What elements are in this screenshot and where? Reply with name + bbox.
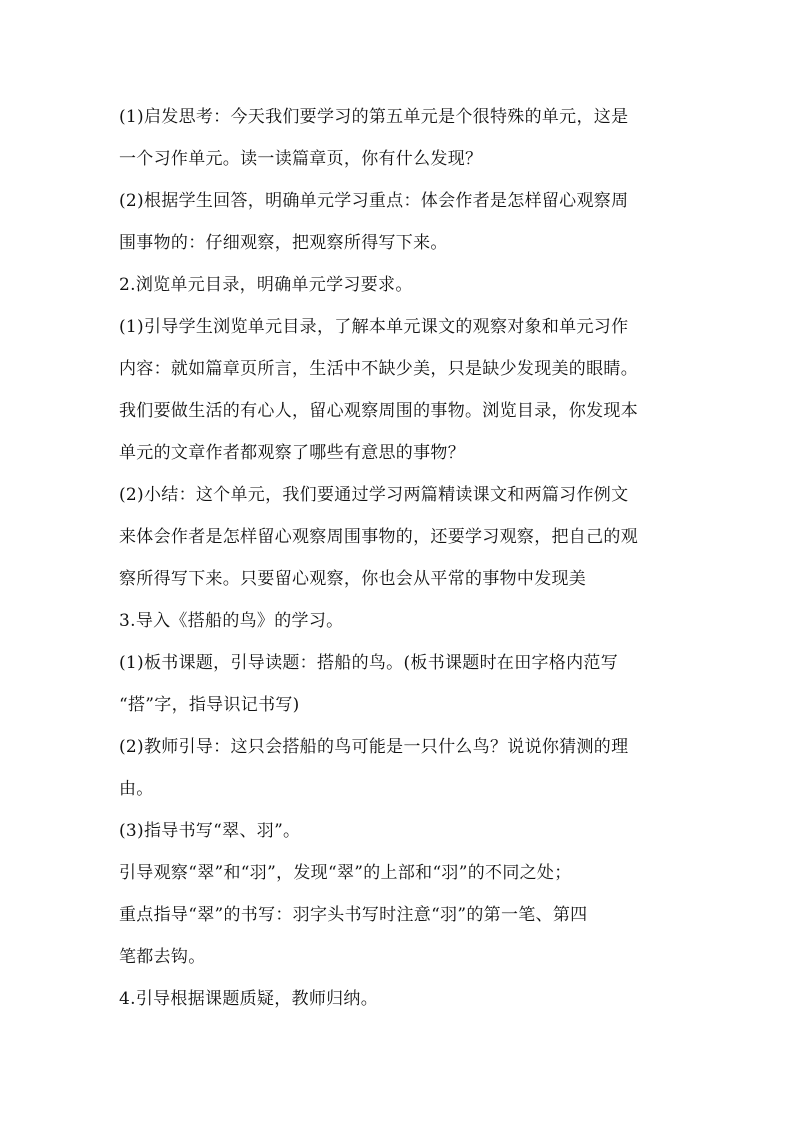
text-line: (2)根据学生回答，明确单元学习重点：体会作者是怎样留心观察周 (119, 191, 629, 211)
text-line: 来体会作者是怎样留心观察周围事物的，还要学习观察，把自己的观 (119, 527, 638, 547)
text-line: 重点指导“翠”的书写：羽字头书写时注意“羽”的第一笔、第四 (119, 905, 588, 925)
text-line: 笔都去钩。 (119, 947, 206, 967)
text-line: (3)指导书写“翠、羽”。 (119, 821, 301, 841)
text-line: 单元的文章作者都观察了哪些有意思的事物？ (119, 443, 465, 463)
text-line: 我们要做生活的有心人，留心观察周围的事物。浏览目录，你发现本 (119, 401, 638, 421)
text-line: (2)教师引导：这只会搭船的鸟可能是一只什么鸟？说说你猜测的理 (119, 737, 629, 757)
text-line: (1)板书课题，引导读题：搭船的鸟。(板书课题时在田字格内范写 (119, 653, 619, 673)
section-heading: 2.浏览单元目录，明确单元学习要求。 (119, 275, 413, 295)
section-heading: 3.导入《搭船的鸟》的学习。 (119, 611, 344, 631)
text-line: (1)引导学生浏览单元目录，了解本单元课文的观察对象和单元习作 (119, 317, 629, 337)
text-line: 一个习作单元。读一读篇章页，你有什么发现？ (119, 149, 483, 169)
text-line: 察所得写下来。只要留心观察，你也会从平常的事物中发现美 (119, 569, 587, 589)
text-line: (1)启发思考：今天我们要学习的第五单元是个很特殊的单元，这是 (119, 107, 629, 127)
text-line: (2)小结：这个单元，我们要通过学习两篇精读课文和两篇习作例文 (119, 485, 629, 505)
text-line: 引导观察“翠”和“羽”，发现“翠”的上部和“羽”的不同之处； (119, 863, 572, 883)
text-line: 由。 (119, 779, 154, 799)
text-line: 内容：就如篇章页所言，生活中不缺少美，只是缺少发现美的眼睛。 (119, 359, 638, 379)
text-line: 围事物的：仔细观察，把观察所得写下来。 (119, 233, 448, 253)
text-line: “搭”字，指导识记书写) (119, 695, 300, 715)
section-heading: 4.引导根据课题质疑，教师归纳。 (119, 989, 379, 1009)
